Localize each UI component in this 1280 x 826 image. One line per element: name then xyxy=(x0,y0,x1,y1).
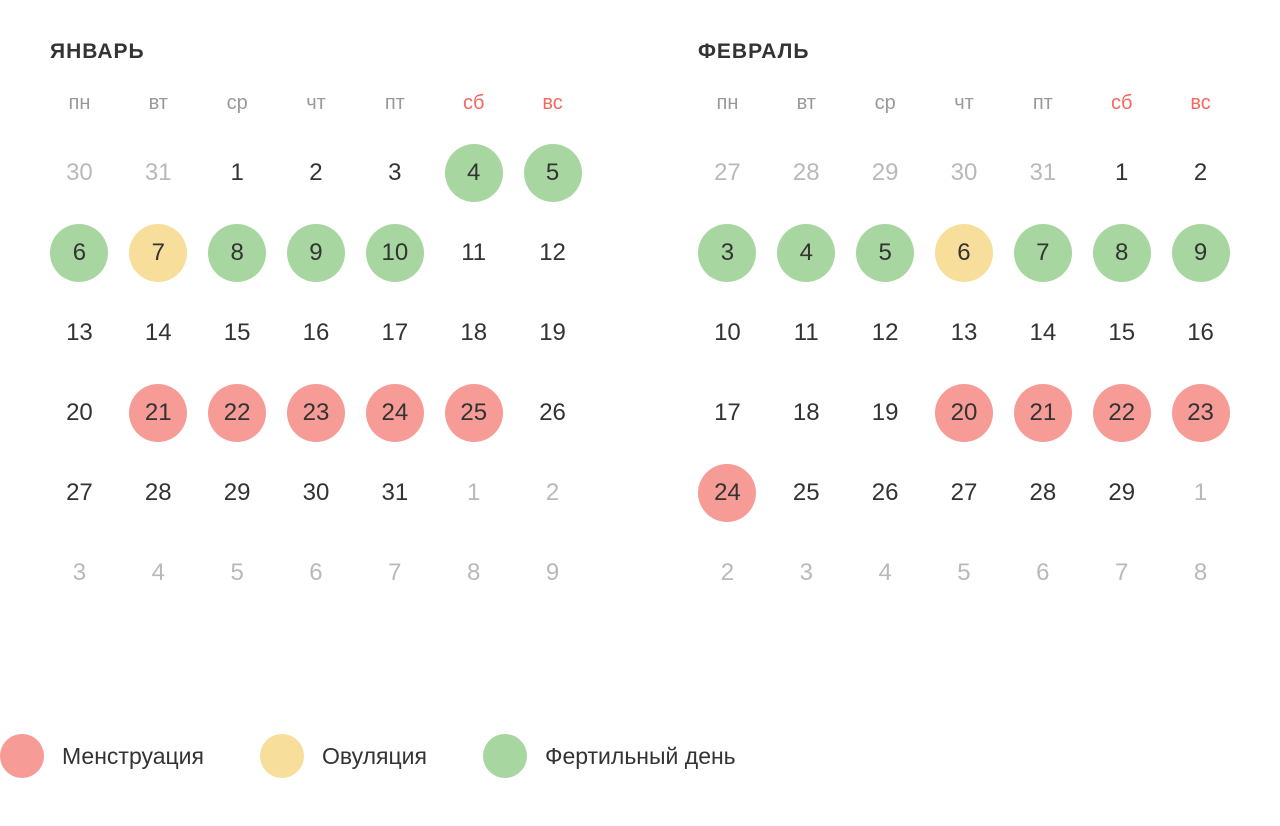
day-cell[interactable] xyxy=(198,533,277,613)
day-number: 19 xyxy=(871,399,899,426)
day-number: 3 xyxy=(799,559,813,586)
day-cell[interactable] xyxy=(688,133,767,213)
weekday-label: чт xyxy=(306,92,326,114)
day-cell[interactable] xyxy=(198,373,277,453)
weekday-label: чт xyxy=(954,92,974,114)
day-number: 28 xyxy=(144,479,172,506)
legend-item xyxy=(260,734,427,778)
day-cell[interactable] xyxy=(434,373,513,453)
day-cell[interactable] xyxy=(277,373,356,453)
day-number: 31 xyxy=(1029,159,1057,186)
day-number: 8 xyxy=(1193,559,1208,586)
month-title: ЯНВАРЬ xyxy=(50,40,145,63)
day-number: 5 xyxy=(957,559,971,586)
day-number: 5 xyxy=(230,559,244,586)
weekday-header xyxy=(40,86,592,133)
day-cell[interactable] xyxy=(119,213,198,293)
day-cell[interactable] xyxy=(434,213,513,293)
day-cell[interactable] xyxy=(513,293,592,373)
day-cell[interactable] xyxy=(1161,453,1240,533)
day-number: 11 xyxy=(793,319,819,346)
day-number: 25 xyxy=(792,479,820,506)
weekday-label: пт xyxy=(384,92,405,114)
day-number: 23 xyxy=(1172,384,1230,442)
day-cell[interactable] xyxy=(40,453,119,533)
day-number: 30 xyxy=(66,159,93,186)
day-number: 12 xyxy=(871,319,899,346)
day-number: 31 xyxy=(381,479,409,506)
weekday-label: пн xyxy=(68,92,91,114)
day-cell[interactable] xyxy=(355,533,434,613)
weeks-grid xyxy=(40,133,592,613)
day-cell[interactable] xyxy=(355,293,434,373)
day-number: 20 xyxy=(935,384,993,442)
day-cell[interactable] xyxy=(925,533,1004,613)
week-row xyxy=(688,133,1240,213)
day-cell[interactable] xyxy=(1161,293,1240,373)
day-number: 13 xyxy=(950,319,978,346)
day-number: 31 xyxy=(144,159,172,186)
day-cell[interactable] xyxy=(434,133,513,213)
day-number: 7 xyxy=(129,224,187,282)
legend-dot-fertile-icon xyxy=(483,734,527,778)
day-cell[interactable] xyxy=(846,373,925,453)
day-number: 1 xyxy=(467,479,481,506)
day-number: 26 xyxy=(539,399,566,426)
day-number: 16 xyxy=(302,319,330,346)
day-cell[interactable] xyxy=(925,293,1004,373)
day-number: 24 xyxy=(698,464,756,522)
week-row xyxy=(40,213,592,293)
day-cell[interactable] xyxy=(767,533,846,613)
week-row xyxy=(688,453,1240,533)
day-number: 5 xyxy=(524,144,582,202)
day-cell[interactable] xyxy=(1003,133,1082,213)
day-cell[interactable] xyxy=(1161,373,1240,453)
day-cell[interactable] xyxy=(277,453,356,533)
day-cell[interactable] xyxy=(198,133,277,213)
day-cell[interactable] xyxy=(925,373,1004,453)
day-cell[interactable] xyxy=(434,533,513,613)
weekday-label: сб xyxy=(1110,92,1133,114)
day-number: 8 xyxy=(1093,224,1151,282)
day-number: 18 xyxy=(460,319,488,346)
day-number: 4 xyxy=(878,559,892,586)
day-number: 4 xyxy=(777,224,835,282)
weekday-label: вс xyxy=(542,92,563,114)
day-number: 1 xyxy=(1115,159,1129,186)
day-number: 5 xyxy=(856,224,914,282)
day-number: 13 xyxy=(66,319,93,346)
day-number: 9 xyxy=(1172,224,1230,282)
month-title: ФЕВРАЛЬ xyxy=(698,40,810,63)
day-cell[interactable] xyxy=(198,213,277,293)
day-cell[interactable] xyxy=(1082,133,1161,213)
week-row xyxy=(688,213,1240,293)
day-cell[interactable] xyxy=(846,293,925,373)
day-number: 10 xyxy=(366,224,424,282)
day-cell[interactable] xyxy=(198,293,277,373)
day-number: 22 xyxy=(1093,384,1151,442)
day-cell[interactable] xyxy=(846,133,925,213)
legend xyxy=(0,686,1280,826)
day-cell[interactable] xyxy=(688,293,767,373)
day-cell[interactable] xyxy=(355,373,434,453)
day-cell[interactable] xyxy=(1082,533,1161,613)
day-cell[interactable] xyxy=(513,213,592,293)
week-row xyxy=(688,373,1240,453)
day-number: 2 xyxy=(720,559,735,586)
day-cell[interactable] xyxy=(688,373,767,453)
day-cell[interactable] xyxy=(688,533,767,613)
day-number: 9 xyxy=(545,559,560,586)
day-number: 15 xyxy=(1108,319,1136,346)
week-row xyxy=(40,293,592,373)
weekday-label: пт xyxy=(1032,92,1053,114)
weekday-label: вт xyxy=(148,92,168,114)
weekday-label: сб xyxy=(462,92,485,114)
weekday-label: ср xyxy=(874,92,896,114)
day-cell[interactable] xyxy=(513,453,592,533)
week-row xyxy=(40,373,592,453)
day-cell[interactable] xyxy=(40,373,119,453)
day-cell[interactable] xyxy=(688,453,767,533)
day-cell[interactable] xyxy=(1082,453,1161,533)
day-cell[interactable] xyxy=(925,213,1004,293)
day-cell[interactable] xyxy=(119,453,198,533)
month-january xyxy=(40,40,592,613)
day-number: 2 xyxy=(545,479,560,506)
day-number: 22 xyxy=(208,384,266,442)
day-number: 27 xyxy=(714,159,741,186)
day-cell[interactable] xyxy=(513,133,592,213)
day-number: 12 xyxy=(539,239,566,266)
day-number: 1 xyxy=(230,159,244,186)
day-cell[interactable] xyxy=(434,293,513,373)
day-cell[interactable] xyxy=(40,133,119,213)
day-number: 7 xyxy=(1115,559,1129,586)
day-number: 14 xyxy=(1029,319,1057,346)
day-cell[interactable] xyxy=(513,373,592,453)
weekday-label: пн xyxy=(716,92,739,114)
day-cell[interactable] xyxy=(767,133,846,213)
day-cell[interactable] xyxy=(1003,213,1082,293)
day-cell[interactable] xyxy=(846,213,925,293)
day-cell[interactable] xyxy=(1161,533,1240,613)
day-cell[interactable] xyxy=(846,453,925,533)
day-number: 7 xyxy=(388,559,402,586)
day-cell[interactable] xyxy=(688,213,767,293)
day-number: 25 xyxy=(445,384,503,442)
day-cell[interactable] xyxy=(1082,213,1161,293)
day-number: 17 xyxy=(381,319,409,346)
day-number: 23 xyxy=(287,384,345,442)
day-number: 8 xyxy=(467,559,481,586)
day-number: 10 xyxy=(714,319,741,346)
day-cell[interactable] xyxy=(40,533,119,613)
day-cell[interactable] xyxy=(119,533,198,613)
day-cell[interactable] xyxy=(767,293,846,373)
week-row xyxy=(40,133,592,213)
day-cell[interactable] xyxy=(1161,133,1240,213)
day-cell[interactable] xyxy=(119,133,198,213)
day-cell[interactable] xyxy=(277,213,356,293)
day-number: 7 xyxy=(1014,224,1072,282)
day-cell[interactable] xyxy=(1003,373,1082,453)
day-number: 3 xyxy=(698,224,756,282)
day-number: 6 xyxy=(1036,559,1050,586)
legend-item xyxy=(483,734,736,778)
day-cell[interactable] xyxy=(277,533,356,613)
day-number: 8 xyxy=(208,224,266,282)
week-row xyxy=(688,293,1240,373)
day-number: 24 xyxy=(366,384,424,442)
weeks-grid xyxy=(688,133,1240,613)
day-cell[interactable] xyxy=(434,453,513,533)
day-number: 20 xyxy=(66,399,93,426)
day-number: 28 xyxy=(1029,479,1057,506)
day-number: 27 xyxy=(950,479,978,506)
day-number: 2 xyxy=(1193,159,1208,186)
day-number: 18 xyxy=(792,399,820,426)
month-february xyxy=(688,40,1240,613)
day-number: 30 xyxy=(950,159,978,186)
day-cell[interactable] xyxy=(355,133,434,213)
day-number: 21 xyxy=(1014,384,1072,442)
day-cell[interactable] xyxy=(40,213,119,293)
day-number: 6 xyxy=(935,224,993,282)
day-number: 6 xyxy=(50,224,108,282)
weekday-label: вс xyxy=(1190,92,1211,114)
day-cell[interactable] xyxy=(1161,213,1240,293)
day-number: 15 xyxy=(223,319,251,346)
day-number: 9 xyxy=(287,224,345,282)
day-number: 4 xyxy=(445,144,503,202)
legend-dot-ovulation-icon xyxy=(260,734,304,778)
day-cell[interactable] xyxy=(119,373,198,453)
day-cell[interactable] xyxy=(925,453,1004,533)
day-cell[interactable] xyxy=(198,453,277,533)
day-number: 3 xyxy=(72,559,87,586)
week-row xyxy=(40,453,592,533)
day-cell[interactable] xyxy=(1003,453,1082,533)
day-number: 26 xyxy=(871,479,899,506)
day-cell[interactable] xyxy=(513,533,592,613)
day-cell[interactable] xyxy=(355,453,434,533)
day-cell[interactable] xyxy=(1082,293,1161,373)
weekday-label: ср xyxy=(226,92,248,114)
day-cell[interactable] xyxy=(767,373,846,453)
day-number: 4 xyxy=(151,559,165,586)
day-number: 11 xyxy=(461,239,487,266)
day-number: 14 xyxy=(144,319,172,346)
legend-label: Овуляция xyxy=(322,742,427,769)
day-number: 1 xyxy=(1193,479,1208,506)
day-number: 29 xyxy=(223,479,251,506)
legend-item xyxy=(0,734,204,778)
legend-label: Фертильный день xyxy=(544,742,736,769)
day-number: 30 xyxy=(302,479,330,506)
legend-dot-menstruation-icon xyxy=(0,734,44,778)
day-number: 29 xyxy=(871,159,899,186)
day-cell[interactable] xyxy=(1003,533,1082,613)
weekday-label: вт xyxy=(796,92,816,114)
day-cell[interactable] xyxy=(1003,293,1082,373)
day-number: 29 xyxy=(1108,479,1136,506)
legend-label: Менструация xyxy=(62,742,204,769)
day-cell[interactable] xyxy=(119,293,198,373)
day-number: 21 xyxy=(129,384,187,442)
day-cell[interactable] xyxy=(40,293,119,373)
day-cell[interactable] xyxy=(846,533,925,613)
day-number: 3 xyxy=(388,159,402,186)
day-number: 16 xyxy=(1187,319,1214,346)
day-number: 19 xyxy=(539,319,566,346)
week-row xyxy=(40,533,592,613)
week-row xyxy=(688,533,1240,613)
day-cell[interactable] xyxy=(767,453,846,533)
day-number: 17 xyxy=(714,399,741,426)
day-cell[interactable] xyxy=(355,213,434,293)
day-number: 27 xyxy=(66,479,93,506)
day-number: 28 xyxy=(792,159,820,186)
day-cell[interactable] xyxy=(767,213,846,293)
day-number: 2 xyxy=(309,159,323,186)
day-cell[interactable] xyxy=(277,133,356,213)
weekday-header xyxy=(688,86,1240,133)
day-number: 6 xyxy=(309,559,323,586)
day-cell[interactable] xyxy=(925,133,1004,213)
day-cell[interactable] xyxy=(1082,373,1161,453)
day-cell[interactable] xyxy=(277,293,356,373)
